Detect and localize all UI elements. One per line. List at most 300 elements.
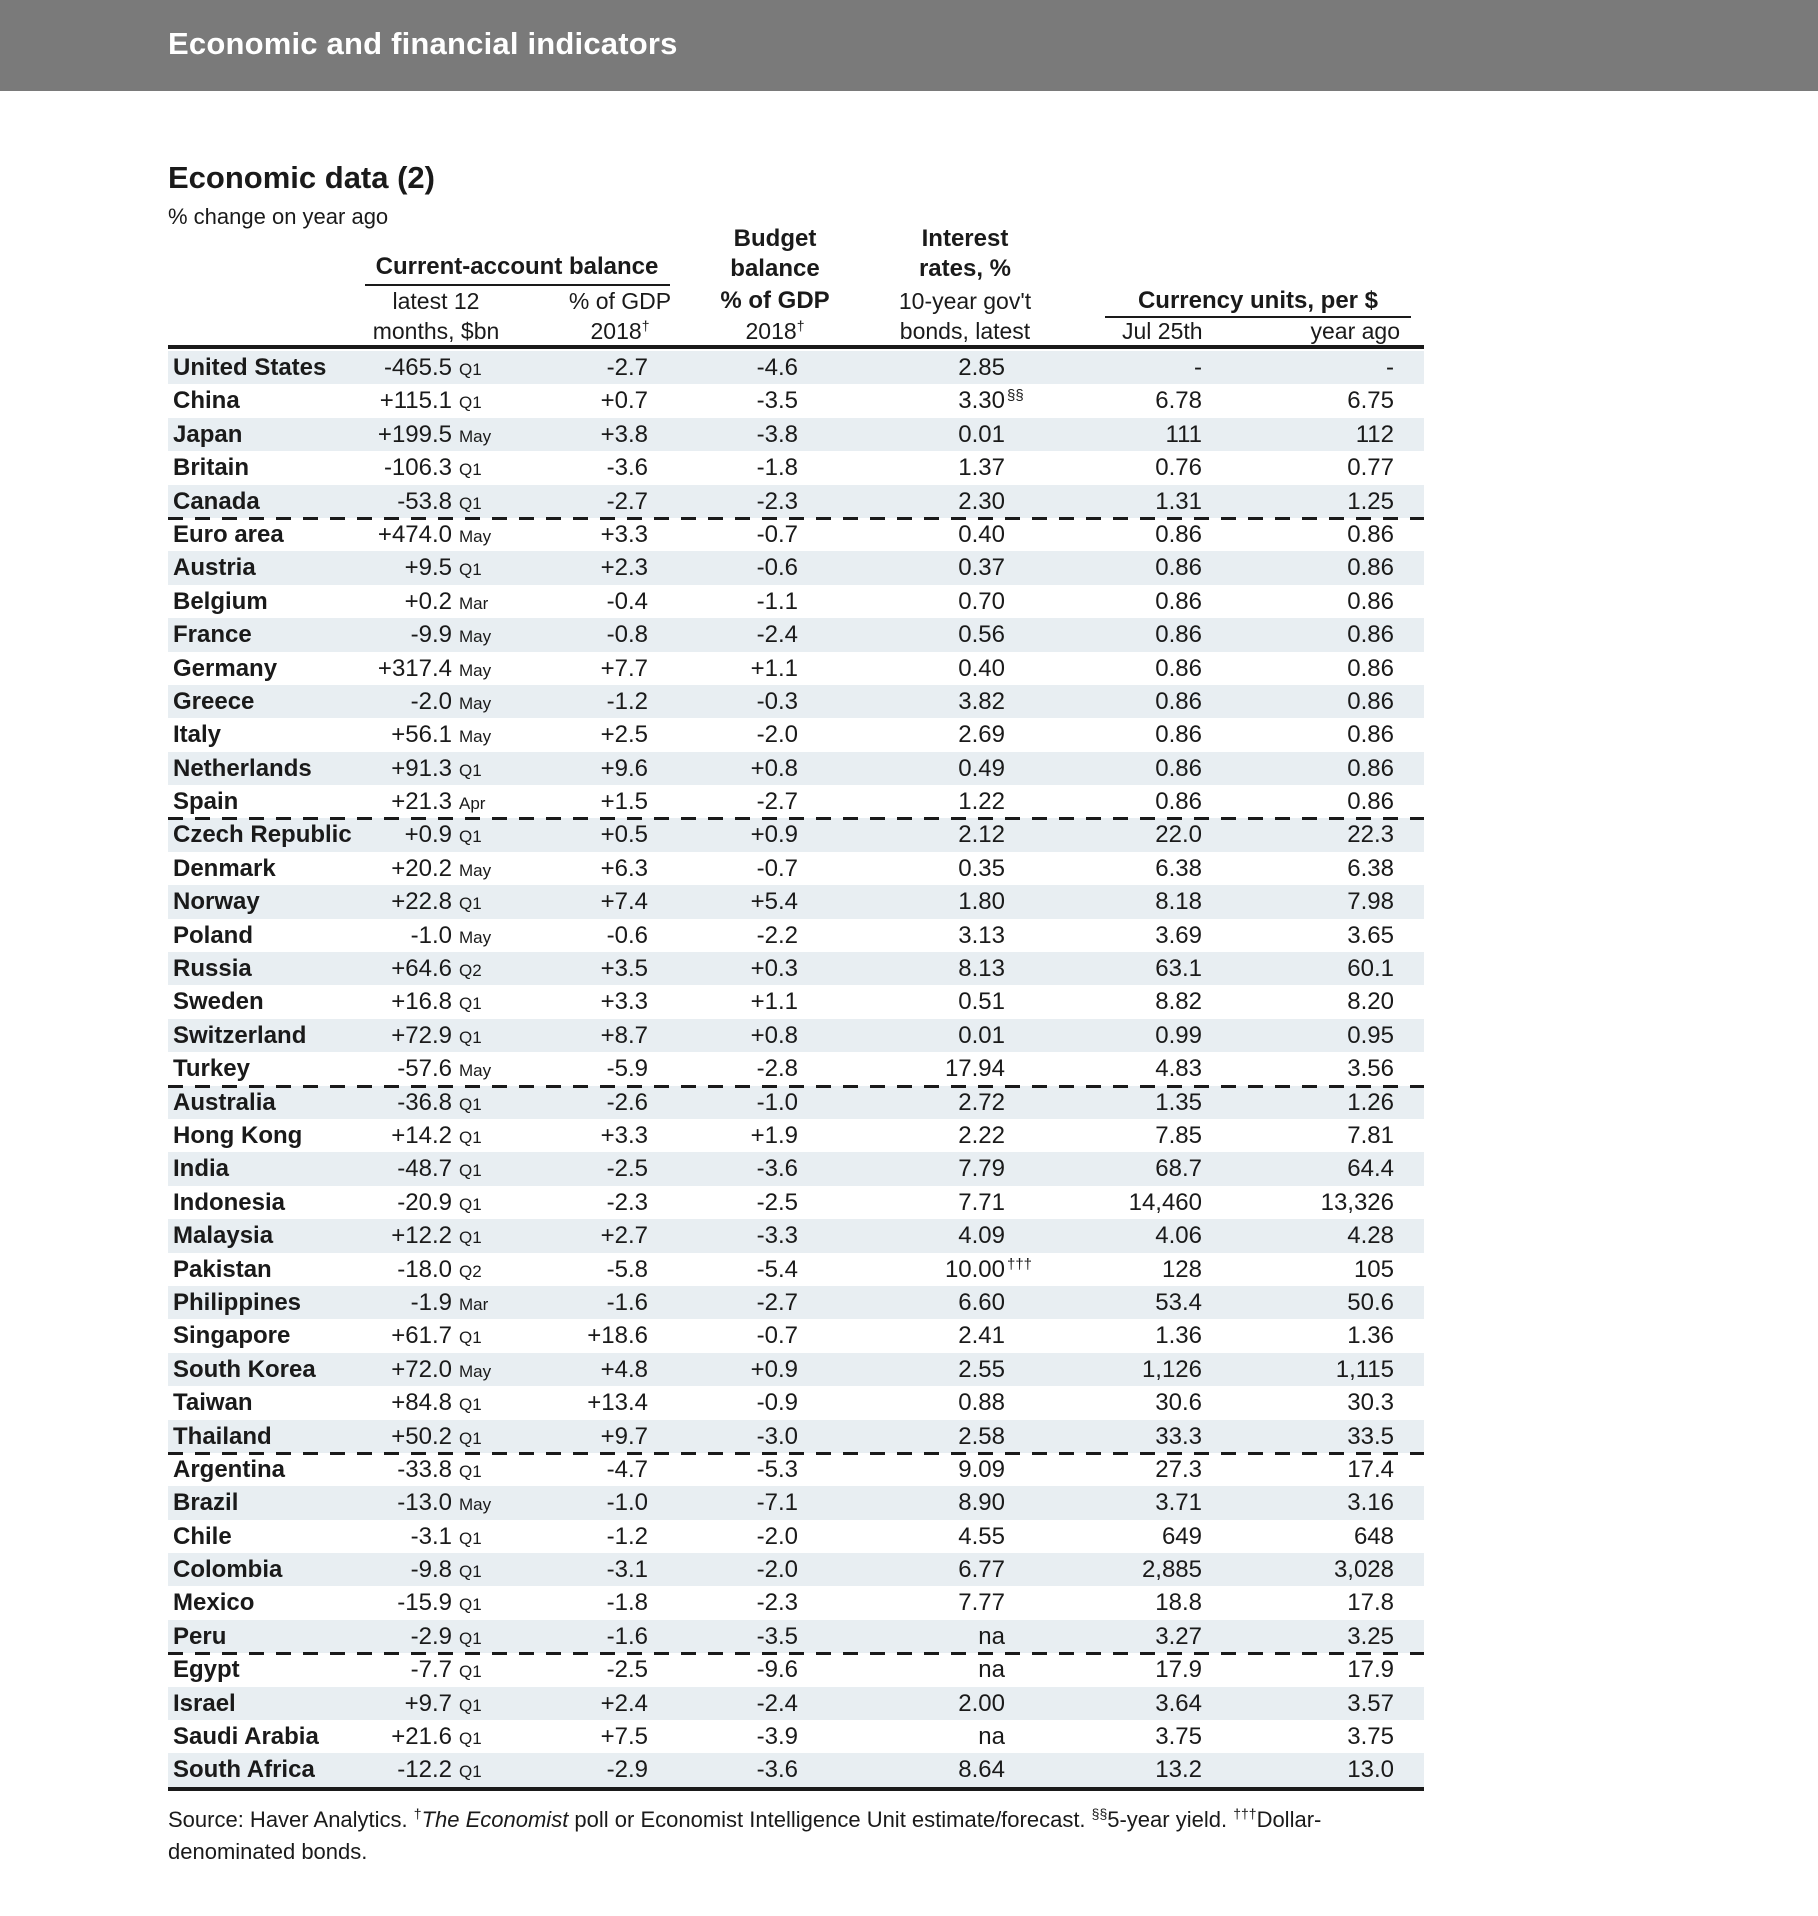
interest-rate-value bbox=[798, 852, 1005, 885]
currency-jul25-value: 649 bbox=[1161, 1522, 1202, 1550]
current-account-gdp-value: +0.7 bbox=[600, 387, 648, 415]
current-account-balance-value: -57.6 bbox=[397, 1055, 452, 1083]
table-row bbox=[168, 1152, 1424, 1185]
col-ca-gdp-line1: % of GDP bbox=[568, 288, 672, 314]
country-name: Pakistan bbox=[173, 1255, 272, 1283]
currency-jul25-value: 1.31 bbox=[1155, 487, 1202, 515]
current-account-gdp-value: +3.3 bbox=[600, 520, 648, 548]
current-account-balance-value: +20.2 bbox=[391, 854, 452, 882]
current-account-gdp-value: -2.7 bbox=[606, 354, 648, 381]
section-marker: §§ bbox=[1091, 1805, 1108, 1822]
table-row bbox=[168, 1253, 1424, 1286]
rate-footnote-marker: ††† bbox=[1007, 1255, 1033, 1273]
rate-number: 8.13 bbox=[958, 955, 1005, 983]
country-name: Czech Republic bbox=[173, 821, 352, 849]
current-account-gdp-value: -2.3 bbox=[606, 1188, 648, 1216]
budget-balance-value: -0.7 bbox=[756, 1322, 798, 1350]
current-account-gdp-value: +7.5 bbox=[600, 1723, 648, 1751]
interest-rate-value bbox=[798, 1687, 1005, 1720]
currency-yearago-value: 1.25 bbox=[1347, 487, 1394, 515]
currency-yearago-value: 0.86 bbox=[1347, 721, 1394, 749]
budget-balance-value: -2.7 bbox=[756, 1288, 798, 1316]
budget-balance-value: -2.5 bbox=[756, 1188, 798, 1216]
table-row bbox=[168, 1720, 1424, 1753]
currency-yearago-value: 13.0 bbox=[1347, 1756, 1394, 1784]
interest-rate-value bbox=[798, 585, 1005, 618]
budget-balance-value: -2.3 bbox=[756, 1589, 798, 1617]
country-name: United States bbox=[173, 354, 327, 381]
table-title: Economic data (2) bbox=[168, 160, 435, 195]
currency-jul25-value: 1.35 bbox=[1155, 1088, 1202, 1116]
rate-footnote-marker: §§ bbox=[1007, 387, 1024, 405]
budget-balance-value: -2.0 bbox=[756, 1522, 798, 1550]
country-name: Taiwan bbox=[173, 1389, 253, 1417]
current-account-gdp-value: -2.7 bbox=[606, 487, 648, 515]
country-name: Colombia bbox=[173, 1556, 283, 1584]
interest-rate-value bbox=[798, 985, 1005, 1018]
current-account-balance-value: +72.9 bbox=[391, 1021, 452, 1049]
current-account-gdp-value: -1.6 bbox=[606, 1622, 648, 1650]
current-account-balance-value: -48.7 bbox=[397, 1155, 452, 1183]
period-label: Q1 bbox=[459, 1562, 482, 1582]
rate-number: 2.55 bbox=[958, 1355, 1005, 1383]
rate-number: 0.01 bbox=[958, 1021, 1005, 1049]
country-name: Greece bbox=[173, 687, 255, 715]
interest-rate-value bbox=[798, 1119, 1005, 1152]
currency-yearago-value: 3.75 bbox=[1347, 1723, 1394, 1751]
period-label: Q1 bbox=[459, 1461, 482, 1481]
current-account-balance-value: -53.8 bbox=[397, 487, 452, 515]
current-account-balance-value: +22.8 bbox=[391, 888, 452, 916]
period-label: Mar bbox=[459, 593, 489, 613]
budget-balance-value: -4.6 bbox=[756, 354, 798, 381]
table-row bbox=[168, 1586, 1424, 1619]
current-account-balance-value: -12.2 bbox=[397, 1756, 452, 1784]
currency-jul25-value: 22.0 bbox=[1155, 821, 1202, 849]
rate-number: 0.35 bbox=[958, 854, 1005, 882]
table-row bbox=[168, 1553, 1424, 1586]
interest-rate-value bbox=[798, 551, 1005, 584]
currency-yearago-value: 60.1 bbox=[1347, 955, 1394, 983]
table-row bbox=[168, 1286, 1424, 1319]
current-account-gdp-value: -2.9 bbox=[606, 1756, 648, 1784]
footnote-publication: The Economist bbox=[421, 1807, 569, 1832]
currency-jul25-value: 3.75 bbox=[1155, 1723, 1202, 1751]
interest-rate-value bbox=[798, 885, 1005, 918]
period-label: Q1 bbox=[459, 1395, 482, 1415]
period-label: May bbox=[459, 627, 492, 647]
budget-balance-value: +1.9 bbox=[750, 1121, 798, 1149]
rate-number: 1.22 bbox=[958, 788, 1005, 816]
interest-rate-value bbox=[798, 1019, 1005, 1052]
period-label: Q2 bbox=[459, 961, 482, 981]
period-label: May bbox=[459, 1495, 492, 1515]
country-name: India bbox=[173, 1155, 230, 1183]
col-ca-latest-line2: months, $bn bbox=[372, 318, 500, 344]
interest-rate-value bbox=[798, 485, 1005, 518]
budget-year-text: 2018 bbox=[745, 318, 797, 344]
table-row bbox=[168, 1119, 1424, 1152]
budget-balance-value: +0.3 bbox=[750, 955, 798, 983]
section-title: Economic and financial indicators bbox=[168, 26, 678, 61]
budget-balance-value: +0.9 bbox=[750, 1355, 798, 1383]
current-account-gdp-value: +2.7 bbox=[600, 1222, 648, 1250]
period-label: May bbox=[459, 426, 492, 446]
current-account-gdp-value: +3.5 bbox=[600, 955, 648, 983]
rate-number: 7.79 bbox=[958, 1155, 1005, 1183]
table-row bbox=[168, 1753, 1424, 1786]
currency-yearago-value: 0.86 bbox=[1347, 788, 1394, 816]
footnote-text: 5-year yield. bbox=[1107, 1807, 1234, 1832]
current-account-balance-value: -465.5 bbox=[383, 354, 452, 381]
country-name: Netherlands bbox=[173, 754, 312, 782]
budget-balance-value: -2.0 bbox=[756, 721, 798, 749]
period-label: Mar bbox=[459, 1294, 489, 1314]
table-row bbox=[168, 752, 1424, 785]
budget-balance-value: -3.0 bbox=[756, 1422, 798, 1450]
table-row bbox=[168, 785, 1424, 818]
current-account-gdp-value: -3.6 bbox=[606, 454, 648, 482]
table-row bbox=[168, 351, 1424, 384]
interest-rate-value bbox=[798, 1753, 1005, 1786]
budget-balance-value: +1.1 bbox=[750, 654, 798, 682]
interest-rate-value bbox=[798, 1052, 1005, 1085]
currency-yearago-value: 0.86 bbox=[1347, 654, 1394, 682]
currency-yearago-value: 0.86 bbox=[1347, 621, 1394, 649]
table-body bbox=[168, 351, 1424, 1787]
dagger-marker: † bbox=[796, 317, 805, 334]
current-account-balance-value: -3.1 bbox=[410, 1522, 452, 1550]
country-name: Denmark bbox=[173, 854, 276, 882]
current-account-underline bbox=[365, 284, 670, 286]
interest-rate-value bbox=[798, 1086, 1005, 1119]
currency-yearago-value: 105 bbox=[1353, 1255, 1394, 1283]
table-row bbox=[168, 451, 1424, 484]
period-label: May bbox=[459, 927, 492, 947]
period-label: Q1 bbox=[459, 1027, 482, 1047]
table-row bbox=[168, 1486, 1424, 1519]
period-label: Q1 bbox=[459, 1528, 482, 1548]
currency-yearago-value: 0.77 bbox=[1347, 454, 1394, 482]
period-label: Q1 bbox=[459, 994, 482, 1014]
section-header-bar bbox=[0, 0, 1818, 91]
current-account-balance-value: -36.8 bbox=[397, 1088, 452, 1116]
interest-rate-value bbox=[798, 1253, 1033, 1286]
currency-jul25-value: 14,460 bbox=[1128, 1188, 1202, 1216]
current-account-gdp-value: +8.7 bbox=[600, 1021, 648, 1049]
rate-number: 7.71 bbox=[958, 1188, 1005, 1216]
table-row bbox=[168, 1019, 1424, 1052]
country-name: Italy bbox=[173, 721, 222, 749]
country-name: Saudi Arabia bbox=[173, 1723, 319, 1751]
current-account-gdp-value: +2.5 bbox=[600, 721, 648, 749]
interest-rate-value bbox=[798, 718, 1005, 751]
table-bottom-rule bbox=[168, 1787, 1424, 1791]
period-label: Q2 bbox=[459, 1261, 482, 1281]
period-label: May bbox=[459, 727, 492, 747]
current-account-balance-value: -1.0 bbox=[410, 921, 452, 949]
current-account-balance-value: +12.2 bbox=[391, 1222, 452, 1250]
current-account-gdp-value: +9.7 bbox=[600, 1422, 648, 1450]
rate-number: 3.30 bbox=[958, 387, 1005, 415]
table-row bbox=[168, 1052, 1424, 1085]
rate-number: 3.13 bbox=[958, 921, 1005, 949]
period-label: Q1 bbox=[459, 560, 482, 580]
rate-number: 2.72 bbox=[958, 1088, 1005, 1116]
country-name: South Africa bbox=[173, 1756, 315, 1784]
country-name: Poland bbox=[173, 921, 254, 949]
table-row bbox=[168, 1620, 1424, 1653]
interest-rate-value bbox=[798, 785, 1005, 818]
table-row bbox=[168, 1186, 1424, 1219]
rate-number: 17.94 bbox=[944, 1055, 1005, 1083]
interest-rate-value bbox=[798, 451, 1005, 484]
interest-rate-value bbox=[798, 618, 1005, 651]
currency-jul25-value: 53.4 bbox=[1155, 1288, 1202, 1316]
current-account-balance-value: +84.8 bbox=[391, 1389, 452, 1417]
currency-jul25-value: 3.71 bbox=[1155, 1489, 1202, 1517]
country-name: Indonesia bbox=[173, 1188, 286, 1216]
currency-jul25-value: 17.9 bbox=[1155, 1656, 1202, 1684]
rate-number: 8.90 bbox=[958, 1489, 1005, 1517]
period-label: Q1 bbox=[459, 760, 482, 780]
currency-jul25-value: 0.86 bbox=[1155, 788, 1202, 816]
current-account-balance-value: +474.0 bbox=[377, 520, 452, 548]
period-label: Q1 bbox=[459, 1695, 482, 1715]
interest-rate-value bbox=[798, 418, 1005, 451]
currency-jul25-value: 3.69 bbox=[1155, 921, 1202, 949]
budget-balance-value: -3.5 bbox=[756, 1622, 798, 1650]
currency-jul25-value: 0.86 bbox=[1155, 554, 1202, 582]
country-name: Japan bbox=[173, 420, 243, 448]
interest-rate-value bbox=[798, 1586, 1005, 1619]
currency-jul25-value: 6.38 bbox=[1155, 854, 1202, 882]
current-account-gdp-value: -2.6 bbox=[606, 1088, 648, 1116]
budget-balance-value: -2.2 bbox=[756, 921, 798, 949]
period-label: Q1 bbox=[459, 393, 482, 413]
table-subtitle: % change on year ago bbox=[168, 204, 389, 229]
rate-number: 2.85 bbox=[958, 354, 1005, 381]
budget-balance-value: -3.3 bbox=[756, 1222, 798, 1250]
currency-jul25-value: 3.64 bbox=[1155, 1689, 1202, 1717]
country-name: Singapore bbox=[173, 1322, 291, 1350]
period-label: Q1 bbox=[459, 1228, 482, 1248]
current-account-balance-value: -9.9 bbox=[410, 621, 452, 649]
country-name: Norway bbox=[173, 888, 260, 916]
currency-yearago-value: 1.26 bbox=[1347, 1088, 1394, 1116]
interest-rate-value bbox=[798, 518, 1005, 551]
currency-jul25-value: 0.86 bbox=[1155, 721, 1202, 749]
table-row bbox=[168, 551, 1424, 584]
footnote-text: Dollar-denominated bonds. bbox=[168, 1807, 1322, 1864]
current-account-gdp-value: +3.3 bbox=[600, 1121, 648, 1149]
current-account-gdp-value: -1.0 bbox=[606, 1489, 648, 1517]
interest-rate-value bbox=[798, 1152, 1005, 1185]
budget-balance-value: -5.3 bbox=[756, 1455, 798, 1483]
interest-rate-value bbox=[798, 1520, 1005, 1553]
currency-jul25-value: 7.85 bbox=[1155, 1121, 1202, 1149]
rate-number: 2.58 bbox=[958, 1422, 1005, 1450]
current-account-gdp-value: -2.5 bbox=[606, 1155, 648, 1183]
period-label: May bbox=[459, 1361, 492, 1381]
country-name: Hong Kong bbox=[173, 1121, 303, 1149]
rate-number: 0.37 bbox=[958, 554, 1005, 582]
currency-jul25-value: 0.86 bbox=[1155, 654, 1202, 682]
current-account-balance-value: -33.8 bbox=[397, 1455, 452, 1483]
rate-number: 0.70 bbox=[958, 587, 1005, 615]
currency-yearago-value: 3,028 bbox=[1333, 1556, 1394, 1584]
budget-balance-value: -3.6 bbox=[756, 1756, 798, 1784]
country-name: Euro area bbox=[173, 520, 284, 548]
currency-yearago-value: 3.65 bbox=[1347, 921, 1394, 949]
period-label: Q1 bbox=[459, 1762, 482, 1782]
currency-yearago-value: 6.38 bbox=[1347, 854, 1394, 882]
country-name: Philippines bbox=[173, 1288, 302, 1316]
currency-yearago-value: 0.86 bbox=[1347, 520, 1394, 548]
currency-jul25-value: 4.06 bbox=[1155, 1222, 1202, 1250]
currency-jul25-value: 0.86 bbox=[1155, 754, 1202, 782]
budget-balance-value: -2.3 bbox=[756, 487, 798, 515]
currency-jul25-value: 0.76 bbox=[1155, 454, 1202, 482]
table-row bbox=[168, 1353, 1424, 1386]
current-account-gdp-value: -5.9 bbox=[606, 1055, 648, 1083]
table-row bbox=[168, 1520, 1424, 1553]
budget-balance-value: -0.6 bbox=[756, 554, 798, 582]
period-label: May bbox=[459, 526, 492, 546]
table-row bbox=[168, 1687, 1424, 1720]
col-group-current-account: Current-account balance bbox=[375, 253, 659, 280]
currency-jul25-value: 8.82 bbox=[1155, 988, 1202, 1016]
interest-rate-value bbox=[798, 685, 1005, 718]
current-account-balance-value: -9.8 bbox=[410, 1556, 452, 1584]
budget-balance-value: -3.5 bbox=[756, 387, 798, 415]
interest-rate-value bbox=[798, 818, 1005, 851]
interest-rate-value bbox=[798, 919, 1005, 952]
currency-yearago-value: 64.4 bbox=[1347, 1155, 1394, 1183]
country-name: France bbox=[173, 621, 252, 649]
interest-rate-value bbox=[798, 1720, 1005, 1753]
col-group-currency: Currency units, per $ bbox=[1137, 287, 1379, 314]
table-row bbox=[168, 585, 1424, 618]
current-account-balance-value: +56.1 bbox=[391, 721, 452, 749]
currency-jul25-value: 3.27 bbox=[1155, 1622, 1202, 1650]
table-row bbox=[168, 1219, 1424, 1252]
table-row bbox=[168, 1453, 1424, 1486]
period-label: Q1 bbox=[459, 1127, 482, 1147]
currency-yearago-value: 22.3 bbox=[1347, 821, 1394, 849]
currency-yearago-value: 8.20 bbox=[1347, 988, 1394, 1016]
table-row bbox=[168, 818, 1424, 851]
period-label: Q1 bbox=[459, 1662, 482, 1682]
current-account-gdp-value: +3.8 bbox=[600, 420, 648, 448]
table-row bbox=[168, 652, 1424, 685]
currency-yearago-value: 3.57 bbox=[1347, 1689, 1394, 1717]
country-name: Egypt bbox=[173, 1656, 240, 1684]
rate-number: 2.30 bbox=[958, 487, 1005, 515]
interest-rate-value bbox=[798, 952, 1005, 985]
period-label: Q1 bbox=[459, 894, 482, 914]
table-row bbox=[168, 985, 1424, 1018]
currency-jul25-value: 8.18 bbox=[1155, 888, 1202, 916]
dagger-marker: † bbox=[413, 1805, 422, 1822]
country-name: South Korea bbox=[173, 1355, 316, 1383]
currency-yearago-value: 30.3 bbox=[1347, 1389, 1394, 1417]
budget-balance-value: -1.8 bbox=[756, 454, 798, 482]
col-budget-year bbox=[690, 318, 860, 344]
interest-rate-value bbox=[798, 1486, 1005, 1519]
budget-balance-value: -2.7 bbox=[756, 788, 798, 816]
period-label: Q1 bbox=[459, 1628, 482, 1648]
current-account-gdp-value: +18.6 bbox=[587, 1322, 648, 1350]
country-name: Spain bbox=[173, 788, 239, 816]
rate-number: 0.01 bbox=[958, 420, 1005, 448]
rate-number: 2.22 bbox=[958, 1121, 1005, 1149]
currency-jul25-value: 18.8 bbox=[1155, 1589, 1202, 1617]
interest-rate-value bbox=[798, 1620, 1005, 1653]
period-label: Q1 bbox=[459, 460, 482, 480]
interest-rate-value bbox=[798, 1386, 1005, 1419]
footnote-source: Source: Haver Analytics. bbox=[168, 1807, 414, 1832]
currency-yearago-value: 50.6 bbox=[1347, 1288, 1394, 1316]
current-account-gdp-value: +3.3 bbox=[600, 988, 648, 1016]
current-account-balance-value: +16.8 bbox=[391, 988, 452, 1016]
current-account-balance-value: -106.3 bbox=[383, 454, 452, 482]
current-account-gdp-value: -4.7 bbox=[606, 1455, 648, 1483]
rate-number: 6.77 bbox=[958, 1556, 1005, 1584]
currency-jul25-value: 0.86 bbox=[1155, 520, 1202, 548]
period-label: Q1 bbox=[459, 1161, 482, 1181]
budget-balance-value: -2.4 bbox=[756, 1689, 798, 1717]
rate-number: 8.64 bbox=[958, 1756, 1005, 1784]
currency-yearago-value: 1.36 bbox=[1347, 1322, 1394, 1350]
currency-jul25-value: 0.86 bbox=[1155, 587, 1202, 615]
currency-yearago-value: 0.86 bbox=[1347, 754, 1394, 782]
col-currency-jul25: Jul 25th bbox=[1122, 318, 1203, 344]
current-account-balance-value: +115.1 bbox=[379, 387, 452, 415]
table-row bbox=[168, 1386, 1424, 1419]
budget-balance-value: +0.8 bbox=[750, 1021, 798, 1049]
period-label: Q1 bbox=[459, 1094, 482, 1114]
period-label: Apr bbox=[459, 794, 486, 814]
budget-balance-value: +5.4 bbox=[750, 888, 798, 916]
interest-rate-value bbox=[798, 1420, 1005, 1453]
col-interest-line1: Interest bbox=[921, 225, 1009, 252]
current-account-balance-value: +9.7 bbox=[404, 1689, 452, 1717]
budget-balance-value: +0.8 bbox=[750, 754, 798, 782]
currency-jul25-value: 0.99 bbox=[1155, 1021, 1202, 1049]
budget-balance-value: +0.9 bbox=[750, 821, 798, 849]
interest-rate-value bbox=[798, 1186, 1005, 1219]
currency-yearago-value: 17.8 bbox=[1347, 1589, 1394, 1617]
interest-rate-value bbox=[798, 752, 1005, 785]
table-row bbox=[168, 852, 1424, 885]
budget-balance-value: -3.6 bbox=[756, 1155, 798, 1183]
rate-number: 0.88 bbox=[958, 1389, 1005, 1417]
country-name: Thailand bbox=[173, 1422, 272, 1450]
currency-jul25-value: 13.2 bbox=[1155, 1756, 1202, 1784]
rate-number: 0.51 bbox=[958, 988, 1005, 1016]
currency-yearago-value: 1,115 bbox=[1335, 1355, 1394, 1383]
currency-jul25-value: 2,885 bbox=[1141, 1556, 1202, 1584]
ca-year-text: 2018 bbox=[590, 318, 642, 344]
budget-balance-value: -1.1 bbox=[756, 587, 798, 615]
interest-rate-value bbox=[798, 1653, 1005, 1686]
current-account-gdp-value: +7.4 bbox=[600, 888, 648, 916]
rate-number: 6.60 bbox=[958, 1288, 1005, 1316]
currency-yearago-value: 648 bbox=[1353, 1522, 1394, 1550]
currency-jul25-value: 128 bbox=[1161, 1255, 1202, 1283]
triple-dagger-marker: ††† bbox=[1233, 1805, 1257, 1822]
